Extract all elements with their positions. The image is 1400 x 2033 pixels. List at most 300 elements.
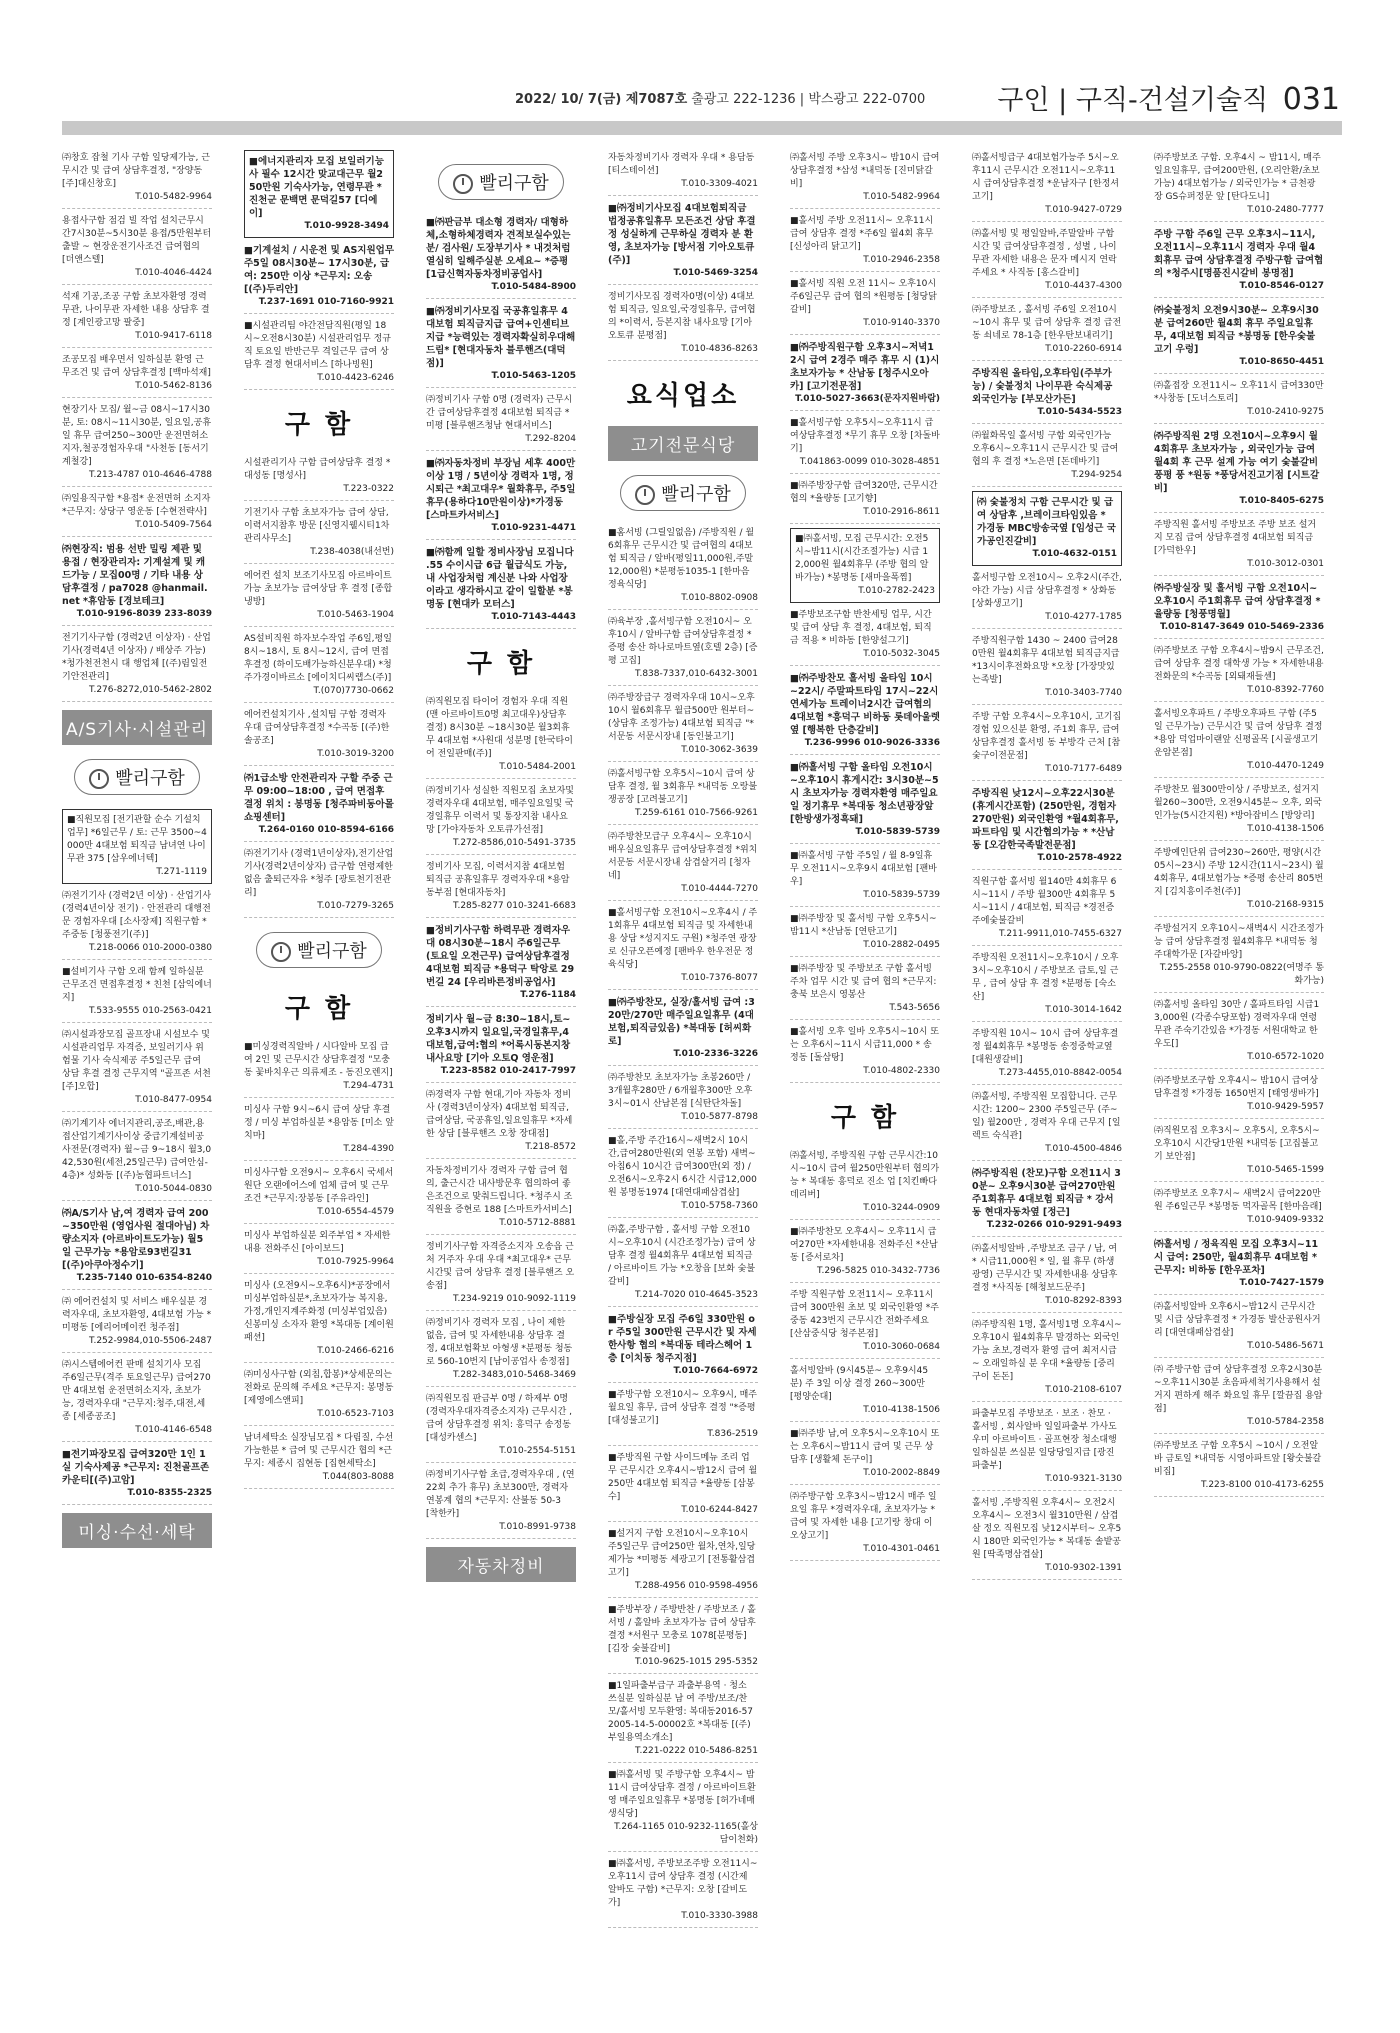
ad-text: ■설비기사 구함 오래 함께 일하실분 근무조건 면접후결정 * 친천 [삼익에너지] — [62, 967, 212, 1003]
ad-phone: T.284-4390 — [343, 1144, 394, 1154]
ad-text: 주방직원구함 1430 ~ 2400 급여280만원 월4회휴무 4대보험 퇴직금지급 *13시이후전화요망 *오창 [가장맛있는족발] — [972, 636, 1120, 685]
ad-phone: T.010-3244-0909 — [863, 1203, 940, 1213]
classified-ad — [608, 1387, 758, 1446]
ad-text: ■설거지 구함 오전10시~오후10시 주5일근무 급여250만 월차,연차,일당제가능 *미평동 세광고기 [전통활삼겹고기] — [608, 1529, 756, 1578]
classified-ad — [244, 150, 394, 238]
ad-phone: T.294-4731 — [343, 1081, 394, 1091]
ad-phone: T.543-5656 — [889, 1003, 940, 1013]
ad-phone: T.010-5469-3254 — [673, 268, 758, 278]
ad-text: 주방직원 올타임,오후타임(주부가능) / 숯불정치 나이무관 숙식제공 외국인가능 [부모산가든] — [972, 368, 1113, 405]
ad-phone: T.010-4277-1785 — [1045, 612, 1122, 622]
seeking-header — [244, 398, 394, 447]
urgent-hiring-header-label — [620, 475, 746, 511]
classified-ad — [426, 303, 576, 388]
classified-ad — [608, 1133, 758, 1218]
seeking-header-label — [244, 398, 394, 447]
food-section-header — [608, 369, 758, 418]
clock-icon — [271, 942, 291, 962]
ad-phone: T.235-7140 010-6354-8240 — [76, 1273, 212, 1283]
auto-section-header-text: 자동차정비 — [457, 1557, 545, 1577]
ad-phone: T.836-2519 — [707, 1429, 758, 1439]
classified-ad — [608, 1450, 758, 1522]
classified-ad — [790, 415, 940, 474]
classified-ad — [790, 1224, 940, 1283]
ad-text: ㈜주방직원 1명, 홀서빙1명 오후4시~오후10시 월4회휴무 말경하는 외국인가능 초보,경력자 환영 급여 최저시급~ 오래일하실 분 우대 *율량동 [중리구이 돈돈] — [972, 1320, 1122, 1382]
ad-phone: T.010-8546-0127 — [1239, 281, 1324, 291]
ad-text: ■㈜홀서빙 및 주방구함 오후4시~ 밤11시 급여상담후 결정 / 아르바이트환영 매주일요일휴무 *봉명동 [허가네매생식당] — [608, 1770, 756, 1819]
classified-ad — [972, 633, 1122, 705]
classified-ad — [244, 1278, 394, 1363]
ad-phone: T.010-5044-0830 — [135, 1184, 212, 1194]
seeking-header-label — [790, 1091, 940, 1140]
ad-phone: T.223-8582 010-2417-7997 — [440, 1066, 576, 1076]
ad-text: ㈜홀서빙, 주방직원 구함 근무시간:10시~10시 급여 월250만원부터 협의가능 * 복대동 흥덕로 진소 업 [치킨빠다데리버] — [790, 1151, 940, 1200]
food-section-header-label — [608, 369, 758, 418]
ad-text: ㈜홀서빙 주방 오후3시~ 밤10시 급여 상담후결정 *삼성 *내덕동 [진미닭갈비] — [790, 153, 940, 189]
ad-phone: T.010-8355-2325 — [127, 1488, 212, 1498]
classified-ad — [1154, 580, 1324, 639]
ad-phone: T.010-5839-5739 — [863, 890, 940, 900]
ad-phone: T.255-2558 010-9790-0822(여명주 통화가능) — [1159, 963, 1324, 986]
ad-text: ㈜ 주방구함 급여 상담후결정 오후2시30분~오후11시30분 초음파세척기사용해서 설거지 편하게 해주 화요일 휴무 [깔끔집 용암점] — [1154, 1365, 1323, 1414]
clock-icon — [453, 174, 473, 194]
ad-phone: T.010-4802-2330 — [863, 1066, 940, 1076]
classified-ad — [244, 505, 394, 564]
urgent-hiring-header-label — [74, 759, 200, 795]
ad-phone: T.010-3012-0301 — [1247, 559, 1324, 569]
ad-text: ■㈜주방장 및 주방보조 구함 홀서빙 주차 업무 시간 및 급여 협의 *근무지: 충북 보은시 영봉산 — [790, 964, 937, 1000]
classified-ad — [62, 809, 212, 884]
ad-phone: T.010-9140-3370 — [863, 318, 940, 328]
ad-phone: T.010-2882-0495 — [863, 940, 940, 950]
classified-ad — [62, 1294, 212, 1353]
ad-phone: T.010-2480-7777 — [1247, 205, 1324, 215]
ad-phone: T.010-5463-1904 — [317, 610, 394, 620]
ad-text: ■㈜홀서빙, 주방보조주방 오전11시~오후11시 급여 상담후 결정 (시간제 알바도 구함) *근무지: 오창 [갈비도가] — [608, 1859, 758, 1908]
classified-ad — [62, 150, 212, 209]
ad-phone: T.010-4470-1249 — [1247, 761, 1324, 771]
ad-phone: T.236-9996 010-9026-3336 — [804, 738, 940, 748]
meat-section-header-label — [608, 426, 758, 461]
ad-phone: T.010-9196-8039 233-8039 — [76, 609, 212, 619]
ad-phone: T.010-6523-7103 — [317, 1409, 394, 1419]
ad-phone: T.213-4787 010-4646-4788 — [89, 470, 212, 480]
ad-text: ㈜주방구함 오후3시~밤12시 매주 일요일 휴무 *경력자우대, 초보자가능 * 급여 및 자세한 내용 [고기랑 창대 이오상고기] — [790, 1492, 937, 1541]
classified-ad — [972, 1495, 1122, 1580]
classified-ad — [790, 1426, 940, 1485]
ad-text: 조공모집 배우면서 일하실분 환영 근무조건 및 급여 상담후결정 [백마석재] — [62, 355, 211, 378]
ad-phone: T.010-2260-6914 — [1045, 344, 1122, 354]
ad-text: ㈜현장직: 범용 선반 밀링 제관 및 용접 / 현장관리자: 기계설계 및 캐드가능 / 모집00명 / 기타 내용 상담후결정 / pa7028 @hanmail.net *휴암동 [경보테크] — [62, 544, 208, 607]
classified-ad — [608, 994, 758, 1066]
ad-text: ㈜주방보조 구함 오후4시~밤9시 근무조건, 급여 상담후 결정 대학생 가능 * 자세한내용전화문의 *수곡동 [외돼재들센] — [1154, 646, 1324, 682]
classified-ad — [972, 491, 1122, 566]
classified-ad — [608, 614, 758, 686]
classified-ad — [1154, 921, 1324, 993]
ad-phone: T.010-3019-3200 — [317, 749, 394, 759]
ad-phone: T.010-5484-8900 — [491, 282, 576, 292]
column-1 — [62, 150, 212, 2020]
classified-ad — [244, 846, 394, 918]
classified-ad — [972, 365, 1122, 424]
ad-phone: T.010-4146-6548 — [135, 1425, 212, 1435]
ad-phone: T.010-5462-8136 — [135, 381, 212, 391]
classified-ad — [972, 785, 1122, 870]
classified-ad — [1154, 1186, 1324, 1232]
ad-text: ㈜홀,주방구함 , 홀서빙 구함 오전10시~오후10시 (시간조정가능) 급여 상담후 결정 월4회휴무 4대보험 퇴직금 / 아르바이트 가능 *오창읍 [보화 숯불갈비] — [608, 1225, 756, 1287]
auto-section-header-label — [426, 1547, 576, 1582]
ad-text: 기전기사 구함 초보자가능 급여 상담, 이력서지참후 방문 [신영지웰시티1차 관리사무소] — [244, 508, 390, 544]
ad-text: ㈜주방보조 오후7시~ 새벽2시 급여220만원 주6일근무 *봉명동 먹자골목 [한마음래] — [1154, 1189, 1322, 1212]
classified-ad — [244, 455, 394, 501]
ad-text: ㈜정비기사 경력자 모집 , 나이 제한 없음, 급여 및 자세한내용 상담후 결정, 4대보험확보 아형생 *분평동 청동로 560-10번지 [남이공업사 송정점] — [426, 1318, 573, 1367]
classified-ad — [426, 1163, 576, 1235]
ad-text: ㈜A/S기사 남,여 경력자 급여 200~350만원 (영업사원 절대아님) 차량소지자 (아르바이트도가능) 월5일 근무가능 *용암로93번길31 [(주)아쿠아정수기] — [62, 1208, 210, 1271]
ad-text: ㈜홀서빙구함 오후5시~10시 급여 상담후 결정, 월 3회휴무 *내덕동 오랑불쟁공장 [고려불고기] — [608, 769, 758, 805]
classified-ad — [1154, 428, 1324, 513]
classified-ad — [1154, 150, 1324, 222]
seeking-header — [426, 637, 576, 686]
ad-phone: T.264-1165 010-9232-1165(홀상담이천화) — [614, 1822, 758, 1845]
ad-phone: T.010-9321-3130 — [1045, 1474, 1122, 1484]
ad-text: ㈜직원모집 오후3시~ 오후5시, 오후5시~ 오후10시 시간당1만원 *내덕동 [고집불고기 보안점] — [1154, 1126, 1320, 1162]
urgent-hiring-header-label — [438, 164, 564, 200]
ad-text: ■㈜주방장 및 홀서빙 구함 오후5시~밤11시 *산남동 [연탄고기] — [790, 914, 937, 937]
ad-text: 미싱사구함 오전9시~ 오후6시 국세서원단 오랜에어스에 업체 급여 및 근무조건 *근무지:장봉동 [주유라인] — [244, 1168, 394, 1204]
classified-ad — [62, 888, 212, 960]
ad-text: 주방 구함 오후4시~오후10시, 고기집 경험 있으신분 환영, 주1회 휴무, 급여 상담후결정 홀서빙 동 부방각 근처 [참숯구이전문점] — [972, 712, 1122, 761]
urgent-hiring-header — [608, 469, 758, 517]
classified-ad — [244, 1228, 394, 1274]
classified-ad — [244, 1102, 394, 1161]
meat-section-header — [608, 426, 758, 461]
seeking-header-text: 구 함 — [830, 1103, 900, 1133]
ad-text: 전기기사구함 (경력2년 이상자) · 산업기사(경력4년 이상자) / 배상주 가능) *청가천전천시 대 행업체 [(주)림일전기안전관리] — [62, 633, 211, 682]
ad-phone: T.010-5409-7564 — [135, 520, 212, 530]
seeking-header-label — [426, 637, 576, 686]
ad-text: ㈜주방찬모 초보자가능 초봉260만 / 3개월후280만 / 6개월후300만 오후3시~01시 산남본점 [식탄단차돌] — [608, 1073, 753, 1109]
ad-phone: T.010-4138-1506 — [1247, 824, 1324, 834]
urgent-hiring-header-text: 빨리구함 — [479, 173, 549, 194]
ad-text: ㈜일용직구함 *용접* 운전면허 소지자 *근무지: 상당구 영운동 [수현전략사] — [62, 494, 211, 517]
seeking-header-text: 구 함 — [284, 994, 354, 1024]
ad-phone: T.010-2578-4922 — [1037, 853, 1122, 863]
classified-ad — [972, 1089, 1122, 1161]
ad-text: ㈜ 숯불정치 구함 근무시간 및 급여 상담후 ,브레이크타임있음 * 가경동 MBC방송국옆 [임성근 국가공인진갈비] — [977, 497, 1116, 547]
ad-text: ■주방직원 구함 사이드메뉴 조리 업무 근무시간 오후4시~밤12시 급여 월250만 4대보험 퇴직금 *율량동 [삼봉수] — [608, 1453, 758, 1502]
classified-ad — [790, 1148, 940, 1220]
ad-phone: T.237-1691 010-7160-9921 — [258, 297, 394, 307]
ad-phone: T.271-1119 — [156, 867, 207, 877]
classified-ad — [972, 428, 1122, 487]
classified-ad — [426, 544, 576, 629]
ad-text: ■주방부장 / 주방반찬 / 주방보조 / 홀서빙 / 홀알바 초보자가능 급여 상담후결정 *서원구 모충로 1078[분평동] [김장 숯불갈비] — [608, 1605, 756, 1654]
classified-ad — [972, 709, 1122, 781]
ad-text: ㈜월화목일 홀서빙 구함 외국인가능 오후6시~오후11시 근무시간 및 급여 협의 후 결정 *노은면 [돈데바기] — [972, 431, 1119, 467]
ad-text: ■홀서빙 직원 오전 11시~ 오후10시 주6일근무 급여 협의 *원평동 [청당닭갈비] — [790, 279, 937, 315]
ad-phone: T.010-4437-4300 — [1045, 281, 1122, 291]
ad-phone: T.010-3014-1642 — [1045, 1005, 1122, 1015]
ad-phone: T.010-4301-0461 — [863, 1544, 940, 1554]
classified-ad — [426, 922, 576, 1007]
ad-phone: T.010-5482-9964 — [135, 192, 212, 202]
ad-text: ■㈜정비기사모집 4대보험퇴직금 법정공휴일휴무 모든조건 상담 후결정 성실하게 근무하실 경력자 분 환영, 초보자가능 [방서점 기아오토큐(주)] — [608, 203, 756, 266]
as-section-header-label — [62, 710, 212, 745]
ad-phone: T.010-3330-3988 — [681, 1911, 758, 1921]
ad-text: ■㈜정비기사모집 국공휴일휴무 4대보험 퇴직금지급 급여+인센티브지급 *능력있는 경력자확실히우대해드림* [현대자동차 블루핸즈(대덕점)] — [426, 306, 576, 369]
classified-ad — [62, 491, 212, 537]
classified-ad — [790, 1287, 940, 1359]
classified-ad — [608, 1222, 758, 1307]
ad-text: ■시설관리팀 야간전담직원(평일 18시~오전8시30분) 시설관리업무 정규직 토요일 반반근무 격일근무 급여 상담후 결정 현대서비스 [하나빙원] — [244, 321, 391, 370]
ad-text: ㈜주방보조 , 홀서빙 주6일 오전10시 ~10시 휴무 및 급여 상담후 결정 급전동 쇠네로 78-1층 [한우탄보내리기] — [972, 305, 1122, 341]
classified-ad — [1154, 1438, 1324, 1497]
ad-phone: T.294-9254 — [1071, 470, 1122, 480]
ad-text: ㈜주방직원 2명 오전10시~오후9시 월4회휴무 초보자가능 , 외국인가능 급여 월4회 후 근무 설계 가능 여기 숯불갈비 풍평 풍 *원동 *풍당서진고기점 [시트갈비] — [1154, 431, 1320, 494]
ad-text: 홀서빙오후파트 / 주방오후파트 구함 (주5일 근무가능) 근무시간 및 급여 상담후 결정 *용암 덕업마이랜앞 신평골목 [시골생고기 운암본점] — [1154, 709, 1323, 758]
ad-text: ■㈜함께 일할 정비사장님 모집니다 .55 수이시급 6급 월급식도 가능,내 사업장처럼 계신분 나와 사업장이라고 생각하시고 같이 일할분 *봉명동 [현대카 모터스] — [426, 547, 574, 610]
classified-ad — [1154, 1123, 1324, 1182]
classified-ad — [426, 1391, 576, 1463]
ad-text: ■㈜홀서빙 구함 주5일 / 월 8-9일휴무 오전11시~오후9시 4대보험 [팬바우] — [790, 851, 937, 887]
classified-ad — [62, 402, 212, 487]
ad-phone: T.276-8272,010-5462-2802 — [89, 685, 212, 695]
ad-text: 자동차정비기사 경력자 구함 급여 협의, 출근시간 내사방문후 협의하여 좋은조건으로 맞춰드립니다. *청주시 조직원을 증현로 188 [스마트카서비스] — [426, 1166, 573, 1215]
ad-phone: T.272-8586,010-5491-3735 — [453, 838, 576, 848]
ad-phone: T.234-9219 010-9092-1119 — [453, 1294, 576, 1304]
ad-text: 주방직원 10시~ 10시 급여 상담후결정 월4회휴무 *봉명동 송정중학교옆 [대원생갈비] — [972, 1029, 1119, 1065]
classified-ad — [790, 478, 940, 524]
seeking-header-text: 구 함 — [466, 649, 536, 679]
classified-ad — [62, 213, 212, 285]
classified-ad — [426, 694, 576, 779]
ad-text: ■㈜판금부 대소형 경력자/ 대형하체,소형하체경력자 견적보실수있는분/ 검사원/ 도장부기사 * 내것처럼 열심히 일해주실분 오세요~ *증평 [1급신혁자동차정비공업사] — [426, 217, 571, 280]
ad-text: ■정비기사구함 하력무관 경력자우대 08시30분~18시 주6일근무 (토요일 오전근무) 급여상담후결정 4대보험 퇴직금 *용덕구 탁앙로 29번길 24 [우리바른정비공업사] — [426, 925, 575, 988]
ad-phone: T.010-5758-7360 — [681, 1201, 758, 1211]
ad-phone: T.010-3060-0684 — [863, 1342, 940, 1352]
ad-phone: T.010-5434-5523 — [1037, 407, 1122, 417]
ad-phone: T.010-3062-3639 — [681, 745, 758, 755]
ad-text: 현장기사 모집/ 월~금 08시~17시30분, 토: 08시~11시30분, 일요일,공휴일 휴무 급여250~300만 운전면허소지자,철공경험자우대 "사천동 [동서기계철강] — [62, 405, 212, 467]
ad-phone: T.010-6554-4579 — [317, 1207, 394, 1217]
ad-text: 정비기사구함 자격증소지자 오송읍 근처 거주자 우대 우대 *최고대우* 근무시간및 급여 상담후 결정 [블루핸즈 오송점] — [426, 1242, 575, 1291]
classified-ad — [790, 1489, 940, 1561]
classified-ad — [1154, 706, 1324, 778]
classified-ad — [972, 226, 1122, 298]
classified-ad — [790, 961, 940, 1020]
classified-ad — [972, 874, 1122, 946]
ad-text: ■홀서빙구함 오전10시~오후4시 / 주1회휴무 4대보험 퇴직금 및 자세한내용 상담 *성지지도 구원) *청주연 광장로 신규오픈예정 [팬바우 한우전문 정육식당] — [608, 908, 758, 970]
ad-phone: T.010-9231-4471 — [491, 523, 576, 533]
ad-phone: T.276-1184 — [520, 990, 576, 1000]
ad-phone: T.010-4046-4424 — [135, 268, 212, 278]
ad-text: ㈜주방실장 및 홀서빙 구함 오전10시~ 오후10시 주1회휴무 급여 상담후결정 *율량동 [청풍명월] — [1154, 583, 1321, 620]
ad-phone: T.264-0160 010-8594-6166 — [258, 825, 394, 835]
classified-ad — [608, 1767, 758, 1852]
ad-phone: T.010-2168-9315 — [1247, 900, 1324, 910]
ad-phone: T.273-4455,010-8842-0054 — [999, 1068, 1122, 1078]
food-section-header-text: 요식업소 — [626, 381, 740, 411]
as-section-header-text: A/S기사·시설관리 — [65, 720, 209, 740]
ad-phone: T.010-5482-9964 — [863, 192, 940, 202]
classified-ad — [608, 1602, 758, 1674]
ad-text: ■㈜홀서빙 구함 올타임 오전10시~오후10시 휴게시간: 3시30분~5시 초보자가능 경력자환영 매주일요일 정기휴무 *복대동 청소년광장앞 [한방생가정흑돼] — [790, 762, 939, 825]
ad-phone: T.010-9302-1391 — [1045, 1563, 1122, 1573]
ad-phone: T.232-0266 010-9291-9493 — [986, 1220, 1122, 1230]
ad-phone: T.010-2554-5151 — [499, 1446, 576, 1456]
classified-ad — [972, 1317, 1122, 1402]
ad-phone: T.010-8405-6275 — [1239, 496, 1324, 506]
ad-text: ㈜기계기사 에너지관리,공조,배관,용접산업기계기사이상 중급기계설비공사전문(경력자) 월~금 9~18시 월3,042,530원(세전,25일근무) 급여안심-4층)* 성화동 [(주)농협파트너스] — [62, 1119, 212, 1181]
ad-phone: T.296-5825 010-3432-7736 — [817, 1266, 940, 1276]
classified-ad — [1154, 1073, 1324, 1119]
ad-text: 남녀세탁소 실장님모집 * 다림질, 수선가능한분 * 급여 및 근무시간 협의 *근무지: 세종시 집현동 [집현세탁소] — [244, 1433, 394, 1469]
classified-ad — [426, 1467, 576, 1539]
ad-text: ㈜홀서빙 및 평일알바,주말알바 구함 시간 및 급여상담후결정 , 성별 , 나이무관 자세한 내용은 문자 메시지 연락 주세요 * 사직동 [홍스갈비] — [972, 229, 1117, 278]
ad-text: ■직원모집 [전기관할 순수 기설치업무] *6일근무 / 토: 근무 3500~4000만 4대보험 퇴직금 남녀연 나이 무관 375 [삼우에너텍] — [67, 815, 207, 864]
ad-text: ■주방실장 모집 주6일 330만원 or 주5일 300만원 근무시간 및 자세한사항 협의 *복대동 테라스헤어 1층 [이치동 청주지점] — [608, 1314, 757, 1364]
ad-text: ㈜전기기사 (경력1년이상자),전기산업기사(경력2년이상자) 급구함 연령제한없음 출퇴근자유 *청주 [광토천기전관리] — [244, 849, 394, 898]
ad-phone: T.211-9911,010-7455-6327 — [999, 929, 1122, 939]
page-number: 031 — [1282, 82, 1340, 117]
section-heading — [997, 78, 1340, 117]
ad-text: 직원구함 홀서빙 월140만 4회휴무 6시~11시 / 주방 월300만 4회휴무 5시~11시 / 4대보험, 퇴직금 *경전증주에숯불갈비 — [972, 877, 1117, 926]
classified-ad — [790, 911, 940, 957]
classified-ad — [972, 302, 1122, 361]
ad-text: 홀서빙알바 (9시45분~ 오후9시45분) 주 3일 이상 결정 260~300만 [평양순대] — [790, 1366, 929, 1402]
ad-phone: T.010-2946-2358 — [863, 255, 940, 265]
urgent-hiring-header-label — [256, 932, 382, 968]
classified-ad — [426, 859, 576, 918]
classified-ad — [790, 1363, 940, 1422]
classified-ad — [426, 455, 576, 540]
ad-text: ■미싱경력직알바 / 시다알바 모집 급여 2인 및 근무시간 상담후결정 "모충동 꽃바치우근 의류제조 - 동진오렌지] — [244, 1042, 393, 1078]
ad-phone: T.010-9429-5957 — [1247, 1102, 1324, 1112]
classified-ad — [62, 1027, 212, 1112]
urgent-hiring-header-text: 빨리구함 — [661, 484, 731, 505]
section-title: 구인 | 구직-건설기술직 — [997, 85, 1269, 116]
classified-ad — [62, 541, 212, 626]
ad-text: 주방직원 오전11시~오후10시 / 오후3시~오후10시 / 주방보조 급토,일 근무 , 급여 상담 후 결정 *분평동 [숙소산] — [972, 953, 1119, 1002]
urgent-hiring-header — [426, 158, 576, 206]
ad-text: ㈜주방보조 구함 오후5시 ~10시 / 오전알바 금토일 *내덕동 시영아파트앞 [왕숫불갈비집] — [1154, 1441, 1322, 1477]
ad-phone: T.041863-0099 010-3028-4851 — [799, 457, 940, 467]
ad-text: ㈜직원모집 판금부 0명 / 하제부 0명(경력자우대자격증소지자) 근무시간 , 급여 상담후결정 위치: 흥덕구 송정동 [대성카센스] — [426, 1394, 573, 1443]
urgent-hiring-header — [62, 753, 212, 801]
classified-ad — [1154, 782, 1324, 841]
ad-text: 주방직원 낮12시~오후22시30분 (휴게시간포함) (250만원, 경험자270만원) 외국인환영 *월4회휴무, 파트타임 및 시간협의가능 * *산남동 [오감한국족발전문점] — [972, 788, 1119, 851]
classified-ad — [1154, 302, 1324, 374]
classified-ad — [62, 1446, 212, 1505]
ad-phone: T.010-9427-0729 — [1045, 205, 1122, 215]
seeking-header — [790, 1091, 940, 1140]
classified-ad — [62, 1205, 212, 1290]
classified-ad — [608, 829, 758, 901]
ad-text: 미싱사 부업하실분 외주부업 * 자세한내용 전화주신 [아이보드] — [244, 1231, 391, 1254]
ad-phone: T.288-4956 010-9598-4956 — [635, 1581, 758, 1591]
ad-phone: T.010-8991-9738 — [499, 1522, 576, 1532]
ad-text: 정비기사모집 경력자0명(이상) 4대보험 퇴직금, 일요일,국경일휴무, 급여협의 *이력서, 등본지참 내사요망 [기아오토큐 분평점] — [608, 292, 756, 341]
classified-ad — [790, 607, 940, 666]
beauty-section-header-label — [62, 1513, 212, 1548]
classified-ad — [790, 150, 940, 209]
ad-phone: T.010-5712-8881 — [499, 1218, 576, 1228]
column-7 — [1154, 150, 1324, 2020]
classified-ad — [790, 276, 940, 335]
classified-ad — [1154, 1236, 1324, 1295]
ad-phone: T.259-6161 010-7566-9261 — [635, 808, 758, 818]
page-header — [0, 0, 1400, 120]
classified-ad — [62, 1357, 212, 1442]
classified-ad — [244, 1430, 394, 1489]
ad-text: 주방찬모 월300만이상 / 주방보조, 설거지 월260~300만, 오전9시45분~ 오후, 외국인가능(5시간지원) *방아잡비스 [방앙리] — [1154, 785, 1322, 821]
ad-text: ㈜주방장급구 경력자우대 10시~오후10시 월6회휴무 월급500만 원부터~ (상담후 조정가능) 4대보험 퇴직금 "*서문동 서문시장내 [동인불고기] — [608, 693, 755, 742]
ad-phone: T.010-8477-0954 — [135, 1095, 212, 1105]
ad-phone: T.838-7337,010-6432-3001 — [635, 669, 758, 679]
classified-ad — [426, 1239, 576, 1311]
classified-ad — [608, 1070, 758, 1129]
ad-phone: T.010-4444-7270 — [681, 884, 758, 894]
ad-text: ㈜홀서빙 올타임 30만 / 홀파트타임 시급13,000원 (각종수당포함) 경력자우대 연령무관 주숙기간있음 *가경동 서원대학교 한우도[] — [1154, 1000, 1320, 1049]
ad-phone: T.285-8277 010-3241-6683 — [453, 901, 576, 911]
ad-phone: T.218-0066 010-2000-0380 — [89, 943, 212, 953]
ad-text: 주방예인단위 급여230~260만, 평양(시간05시~23시) 주방 12시간(11시~23시) 월4회휴무, 4대보험가능 *증평 송산리 805번지 [김치흥이주천(주)] — [1154, 848, 1324, 897]
column-2 — [244, 150, 394, 2020]
classified-ad — [608, 905, 758, 990]
ad-text: 정비기사 모집, 이력서지참 4대보험 퇴직금 공휴일휴무 경력자우대 *용암 동부점 [현대자동차] — [426, 862, 570, 898]
ad-text: ■주방구함 오전10시~ 오후9시, 매주 월요일 휴무, 급여 상담후 결정 "*증평 [대성불고기] — [608, 1390, 757, 1426]
ad-text: 석재 기공,조공 구함 초보자환영 경력무관, 나이무관 자세한 내용 상담후 결정 [계인광고망 팔중] — [62, 292, 210, 328]
classified-ad — [972, 950, 1122, 1022]
classified-ad — [426, 1087, 576, 1159]
classified-ad — [244, 242, 394, 314]
ad-phone: T.010-5839-5739 — [855, 827, 940, 837]
ad-phone: T.010-7427-1579 — [1239, 1278, 1324, 1288]
classified-ad — [426, 1315, 576, 1387]
classified-ad — [608, 766, 758, 825]
ad-text: ㈜정비기사구함 초급,경력자우대 , (연22회 추가 휴무) 초보300만, 경력자연봉계 협의 *근무지: 산불동 50-3 [착한카] — [426, 1470, 575, 1519]
ad-text: 주방설거지 오후10시~새벽4시 시간조정가능 급여 상담후결정 월4회휴무 *내덕동 청주대학가문 [자갈바앙] — [1154, 924, 1324, 960]
ad-text: ■기계설치 / 시운전 및 AS지원업무 주5일 08시30분~ 17시30분, 급여: 250만 이상 *근무지: 오송 [(주)두리안] — [244, 245, 394, 295]
ad-phone: T.010-5463-1205 — [491, 371, 576, 381]
ad-phone: T.533-9555 010-2563-0421 — [89, 1006, 212, 1016]
classified-ad — [62, 1116, 212, 1201]
ad-phone: T.010-8392-7760 — [1247, 685, 1324, 695]
classified-ad — [62, 289, 212, 348]
ad-text: 정비기사 월~금 8:30~18시,토~오후3시까지 일요일,국경일휴무,4대보험,급여:협의 *어록시동본지창 내사요망 [기아 오토Q 영운점] — [426, 1014, 571, 1064]
ad-phone: T.010-5486-5671 — [1247, 1341, 1324, 1351]
ad-phone: T.010-4500-4846 — [1045, 1144, 1122, 1154]
classified-ad — [426, 1011, 576, 1083]
classified-ad — [1154, 1362, 1324, 1434]
ad-phone: T.010-8802-0908 — [681, 593, 758, 603]
ad-phone: T.214-7020 010-4645-3523 — [635, 1290, 758, 1300]
classified-ad — [62, 964, 212, 1023]
ad-phone: T.010-8650-4451 — [1239, 357, 1324, 367]
classified-ad — [244, 631, 394, 703]
ad-text: 에어컨설치기사 ,설치팀 구함 경력자우대 급여상담후결정 *수곡동 [(주)한솔공조] — [244, 710, 390, 746]
ad-text: AS설비직원 하자보수작업 주6일,평일 8시~18시, 토 8시~12시, 급여 면접후결정 (하이도배가능하신분우대) *청주가경이바르소 [에이치디씨랩스(주)] — [244, 634, 392, 683]
ad-text: ■주방보조구함 반찬세팅 업무, 시간 및 급여 상담 후 결정, 4대보험, 퇴직금 적용 * 비하동 [한양설그기] — [790, 610, 932, 646]
classified-ad — [790, 670, 940, 755]
column-5 — [790, 150, 940, 2020]
ad-text: ㈜미싱사구함 (외침,합봉)*상세문의는 전화로 문의해 주세요 *근무지: 봉명동 [제영에스앤피] — [244, 1370, 394, 1406]
column-3 — [426, 150, 576, 2020]
ad-text: ㈜전기기사 (경력2년 이상) · 산업기사(경력4년이상 전기) · 안전관리 대행전문 경험자우대 [소사장제] 직원구함 *주중동 [청풍전기(주)] — [62, 891, 212, 940]
auto-section-header — [426, 1547, 576, 1582]
ad-text: ■홀서빙 주방 오전11시~ 오후11시 급여 상담후 결정 *주6일 월4회 휴무 [신성아리 닭고기] — [790, 216, 934, 252]
ad-phone: T.010-7279-3265 — [317, 901, 394, 911]
